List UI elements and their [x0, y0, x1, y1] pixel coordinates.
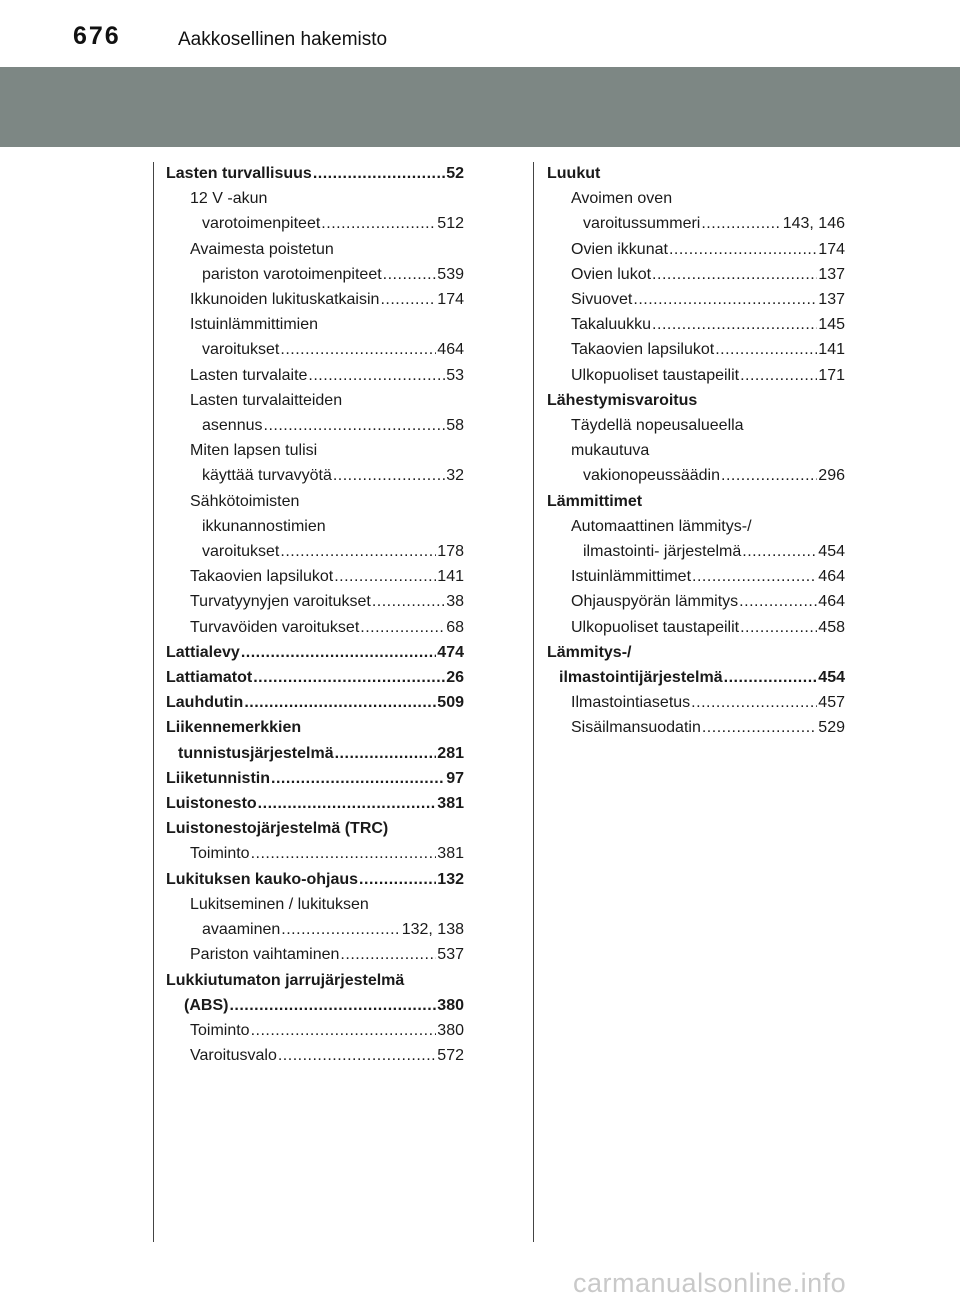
index-entry: [547, 388, 845, 413]
index-entry: [166, 262, 464, 287]
dot-leader: [251, 1018, 437, 1043]
index-entry: [547, 715, 845, 740]
index-term: Ikkunoiden lukituskatkaisin: [190, 291, 380, 309]
index-term: Takaovien lapsilukot: [571, 341, 715, 359]
index-entry: [166, 186, 464, 211]
dot-leader: [740, 363, 817, 388]
dot-leader: [739, 589, 817, 614]
index-entry: [166, 413, 464, 438]
page-reference: 171: [818, 366, 845, 384]
index-term: Ovien lukot: [571, 265, 652, 283]
dot-leader: [278, 1043, 436, 1068]
dot-leader: [244, 690, 436, 715]
index-term: Lattiamatot: [166, 669, 253, 687]
index-term: ilmastointijärjestelmä: [559, 669, 723, 687]
index-entry: [166, 337, 464, 362]
index-entry: [547, 161, 845, 186]
dot-leader: [372, 589, 445, 614]
dot-leader: [340, 942, 436, 967]
dot-leader: [334, 564, 436, 589]
index-term: asennus: [202, 417, 263, 435]
index-entry: [166, 388, 464, 413]
index-term: vakionopeussäädin: [583, 467, 720, 485]
index-entry: [166, 363, 464, 388]
dot-leader: [383, 262, 437, 287]
page-reference: 458: [818, 618, 845, 636]
page-reference: 141: [818, 341, 845, 359]
dot-leader: [740, 615, 817, 640]
index-term: avaaminen: [202, 921, 281, 939]
index-entry: [166, 867, 464, 892]
running-title: Aakkosellinen hakemisto: [178, 29, 388, 50]
index-term: Pariston vaihtaminen: [190, 946, 340, 964]
index-term: Liikennemerkkien: [166, 719, 302, 737]
index-term: Istuinlämmittimien: [190, 316, 319, 334]
index-term: Istuinlämmittimet: [571, 568, 692, 586]
index-term: varotoimenpiteet: [202, 215, 321, 233]
index-term: Liiketunnistin: [166, 769, 270, 787]
index-entry: [166, 791, 464, 816]
index-term: Lasten turvalaitteiden: [190, 391, 343, 409]
index-entry: [547, 489, 845, 514]
page-reference: 537: [437, 946, 464, 964]
index-term: Lauhdutin: [166, 694, 244, 712]
index-term: Varoitusvalo: [190, 1047, 277, 1065]
page-reference: 454: [818, 543, 845, 561]
dot-leader: [702, 715, 817, 740]
index-entry: [547, 690, 845, 715]
dot-leader: [669, 237, 817, 262]
index-term: Ovien ikkunat: [571, 240, 668, 258]
index-entry: [166, 715, 464, 740]
index-term: ikkunannostimien: [202, 517, 326, 535]
dot-leader: [264, 413, 446, 438]
index-entry: [166, 665, 464, 690]
page-reference: 464: [437, 341, 464, 359]
page-reference: 380: [437, 996, 464, 1014]
page-reference: 32: [446, 467, 464, 485]
dot-leader: [360, 615, 445, 640]
index-term: Luistonesto: [166, 795, 257, 813]
page-reference: 58: [446, 417, 464, 435]
page-reference: 137: [818, 265, 845, 283]
index-entry: [547, 564, 845, 589]
index-term: Lämmitys-/: [547, 643, 632, 661]
dot-leader: [652, 262, 817, 287]
dot-leader: [313, 161, 445, 186]
page-reference: 141: [437, 568, 464, 586]
page-reference: 68: [446, 618, 464, 636]
page-reference: 457: [818, 694, 845, 712]
page-reference: 132, 138: [401, 921, 464, 939]
page-reference: 529: [818, 719, 845, 737]
index-entry: [166, 968, 464, 993]
index-entry: [547, 539, 845, 564]
page-number: 676: [73, 22, 121, 50]
index-term: Turvatyynyjen varoitukset: [190, 593, 371, 611]
index-entry: [166, 1018, 464, 1043]
index-entry: [547, 463, 845, 488]
page-reference: 174: [818, 240, 845, 258]
index-term: ilmastointi- järjestelmä: [583, 543, 742, 561]
index-entry: [166, 917, 464, 942]
index-term: 12 V -akun: [190, 190, 268, 208]
index-term: Lämmittimet: [547, 492, 643, 510]
dot-leader: [359, 867, 436, 892]
index-term: mukautuva: [571, 442, 650, 460]
page-reference: 52: [446, 165, 464, 182]
index-entry: [166, 539, 464, 564]
index-entry: [166, 438, 464, 463]
index-entry: [547, 337, 845, 362]
dot-leader: [253, 665, 445, 690]
page-reference: 178: [437, 543, 464, 561]
index-term: Täydellä nopeusalueella: [571, 417, 744, 435]
page-reference: 464: [818, 568, 845, 586]
index-entry: [166, 741, 464, 766]
page-reference: 512: [437, 215, 464, 233]
dot-leader: [241, 640, 436, 665]
dot-leader: [281, 917, 400, 942]
index-entry: [547, 237, 845, 262]
index-entry: [166, 463, 464, 488]
index-term: tunnistusjärjestelmä: [178, 744, 334, 762]
index-term: Lukkiutumaton jarrujärjestelmä: [166, 971, 405, 989]
page-reference: 143, 146: [782, 215, 845, 233]
index-entry: [547, 262, 845, 287]
dot-leader: [742, 539, 817, 564]
dot-leader: [633, 287, 817, 312]
index-entry: [166, 312, 464, 337]
index-entry: [547, 211, 845, 236]
index-term: Lukitseminen / lukituksen: [190, 895, 369, 913]
index-column-right: [547, 161, 845, 741]
page-reference: 53: [446, 366, 464, 384]
dot-leader: [251, 841, 437, 866]
index-term: Lasten turvalaite: [190, 366, 308, 384]
dot-leader: [333, 463, 445, 488]
index-entry: [547, 615, 845, 640]
dot-leader: [721, 463, 817, 488]
page-reference: 137: [818, 291, 845, 309]
index-entry: [166, 615, 464, 640]
header-band: [0, 67, 960, 147]
dot-leader: [652, 312, 817, 337]
index-entry: [166, 489, 464, 514]
index-term: Avoimen oven: [571, 190, 673, 208]
index-entry: [547, 363, 845, 388]
dot-leader: [321, 211, 436, 236]
index-entry: [166, 841, 464, 866]
index-entry: [547, 312, 845, 337]
index-term: varoitussummeri: [583, 215, 701, 233]
index-entry: [166, 287, 464, 312]
index-term: Miten lapsen tulisi: [190, 442, 318, 460]
index-term: varoitukset: [202, 543, 280, 561]
index-term: Ulkopuoliset taustapeilit: [571, 366, 740, 384]
index-term: Luistonestojärjestelmä (TRC): [166, 820, 389, 838]
index-entry: [166, 589, 464, 614]
dot-leader: [258, 791, 437, 816]
dot-leader: [229, 993, 436, 1018]
page-reference: 509: [437, 694, 464, 712]
index-entry: [166, 892, 464, 917]
index-term: Takaovien lapsilukot: [190, 568, 334, 586]
dot-leader: [271, 766, 445, 791]
page-reference: 454: [818, 669, 845, 687]
index-term: Sähkötoimisten: [190, 492, 300, 510]
index-column-left: [166, 161, 464, 1068]
middle-column-rule: [533, 162, 534, 1242]
watermark: carmanualsonline.info: [573, 1268, 847, 1298]
index-entry: [166, 942, 464, 967]
page-reference: 381: [437, 795, 464, 813]
page-reference: 132: [437, 870, 464, 888]
index-term: Takaluukku: [571, 316, 652, 334]
dot-leader: [715, 337, 817, 362]
index-term: (ABS): [184, 996, 229, 1014]
index-term: Luukut: [547, 165, 601, 182]
page-reference: 381: [437, 845, 464, 863]
index-entry: [166, 816, 464, 841]
index-term: Sisäilmansuodatin: [571, 719, 701, 737]
index-term: Ohjauspyörän lämmitys: [571, 593, 739, 611]
index-entry: [547, 589, 845, 614]
index-entry: [166, 564, 464, 589]
index-entry: [547, 287, 845, 312]
index-entry: [547, 413, 845, 438]
index-entry: [547, 665, 845, 690]
index-term: Turvavöiden varoitukset: [190, 618, 360, 636]
index-term: Lasten turvallisuus: [166, 165, 312, 182]
index-term: käyttää turvavyötä: [202, 467, 332, 485]
dot-leader: [335, 741, 437, 766]
index-entry: [166, 1043, 464, 1068]
index-entry: [166, 640, 464, 665]
page-reference: 296: [818, 467, 845, 485]
index-entry: [547, 514, 845, 539]
left-column-rule: [153, 162, 154, 1242]
index-entry: [166, 690, 464, 715]
index-entry: [547, 640, 845, 665]
page-reference: 97: [446, 769, 464, 787]
index-term: Lukituksen kauko-ohjaus: [166, 870, 359, 888]
index-entry: [166, 993, 464, 1018]
index-entry: [547, 438, 845, 463]
index-term: Ulkopuoliset taustapeilit: [571, 618, 740, 636]
page-reference: 464: [818, 593, 845, 611]
dot-leader: [280, 539, 436, 564]
page-reference: 380: [437, 1021, 464, 1039]
page-reference: 174: [437, 291, 464, 309]
index-term: Toiminto: [190, 845, 250, 863]
page-reference: 145: [818, 316, 845, 334]
dot-leader: [308, 363, 445, 388]
index-term: Toiminto: [190, 1021, 250, 1039]
page-reference: 26: [446, 669, 464, 687]
index-term: Automaattinen lämmitys-/: [571, 517, 752, 535]
index-term: Lähestymisvaroitus: [547, 391, 698, 409]
page-reference: 572: [437, 1047, 464, 1065]
dot-leader: [692, 564, 817, 589]
dot-leader: [724, 665, 818, 690]
dot-leader: [701, 211, 781, 236]
index-term: varoitukset: [202, 341, 280, 359]
page-reference: 474: [437, 643, 464, 661]
page-reference: 38: [446, 593, 464, 611]
page-reference: 539: [437, 265, 464, 283]
index-entry: [166, 237, 464, 262]
index-term: Lattialevy: [166, 643, 240, 661]
dot-leader: [380, 287, 436, 312]
index-entry: [547, 186, 845, 211]
dot-leader: [280, 337, 436, 362]
index-entry: [166, 211, 464, 236]
page-reference: 281: [437, 744, 464, 762]
index-entry: [166, 514, 464, 539]
index-entry: [166, 766, 464, 791]
index-term: Avaimesta poistetun: [190, 240, 334, 258]
index-entry: [166, 161, 464, 186]
index-term: Ilmastointiasetus: [571, 694, 691, 712]
index-term: pariston varotoimenpiteet: [202, 265, 382, 283]
dot-leader: [691, 690, 817, 715]
index-term: Sivuovet: [571, 291, 633, 309]
